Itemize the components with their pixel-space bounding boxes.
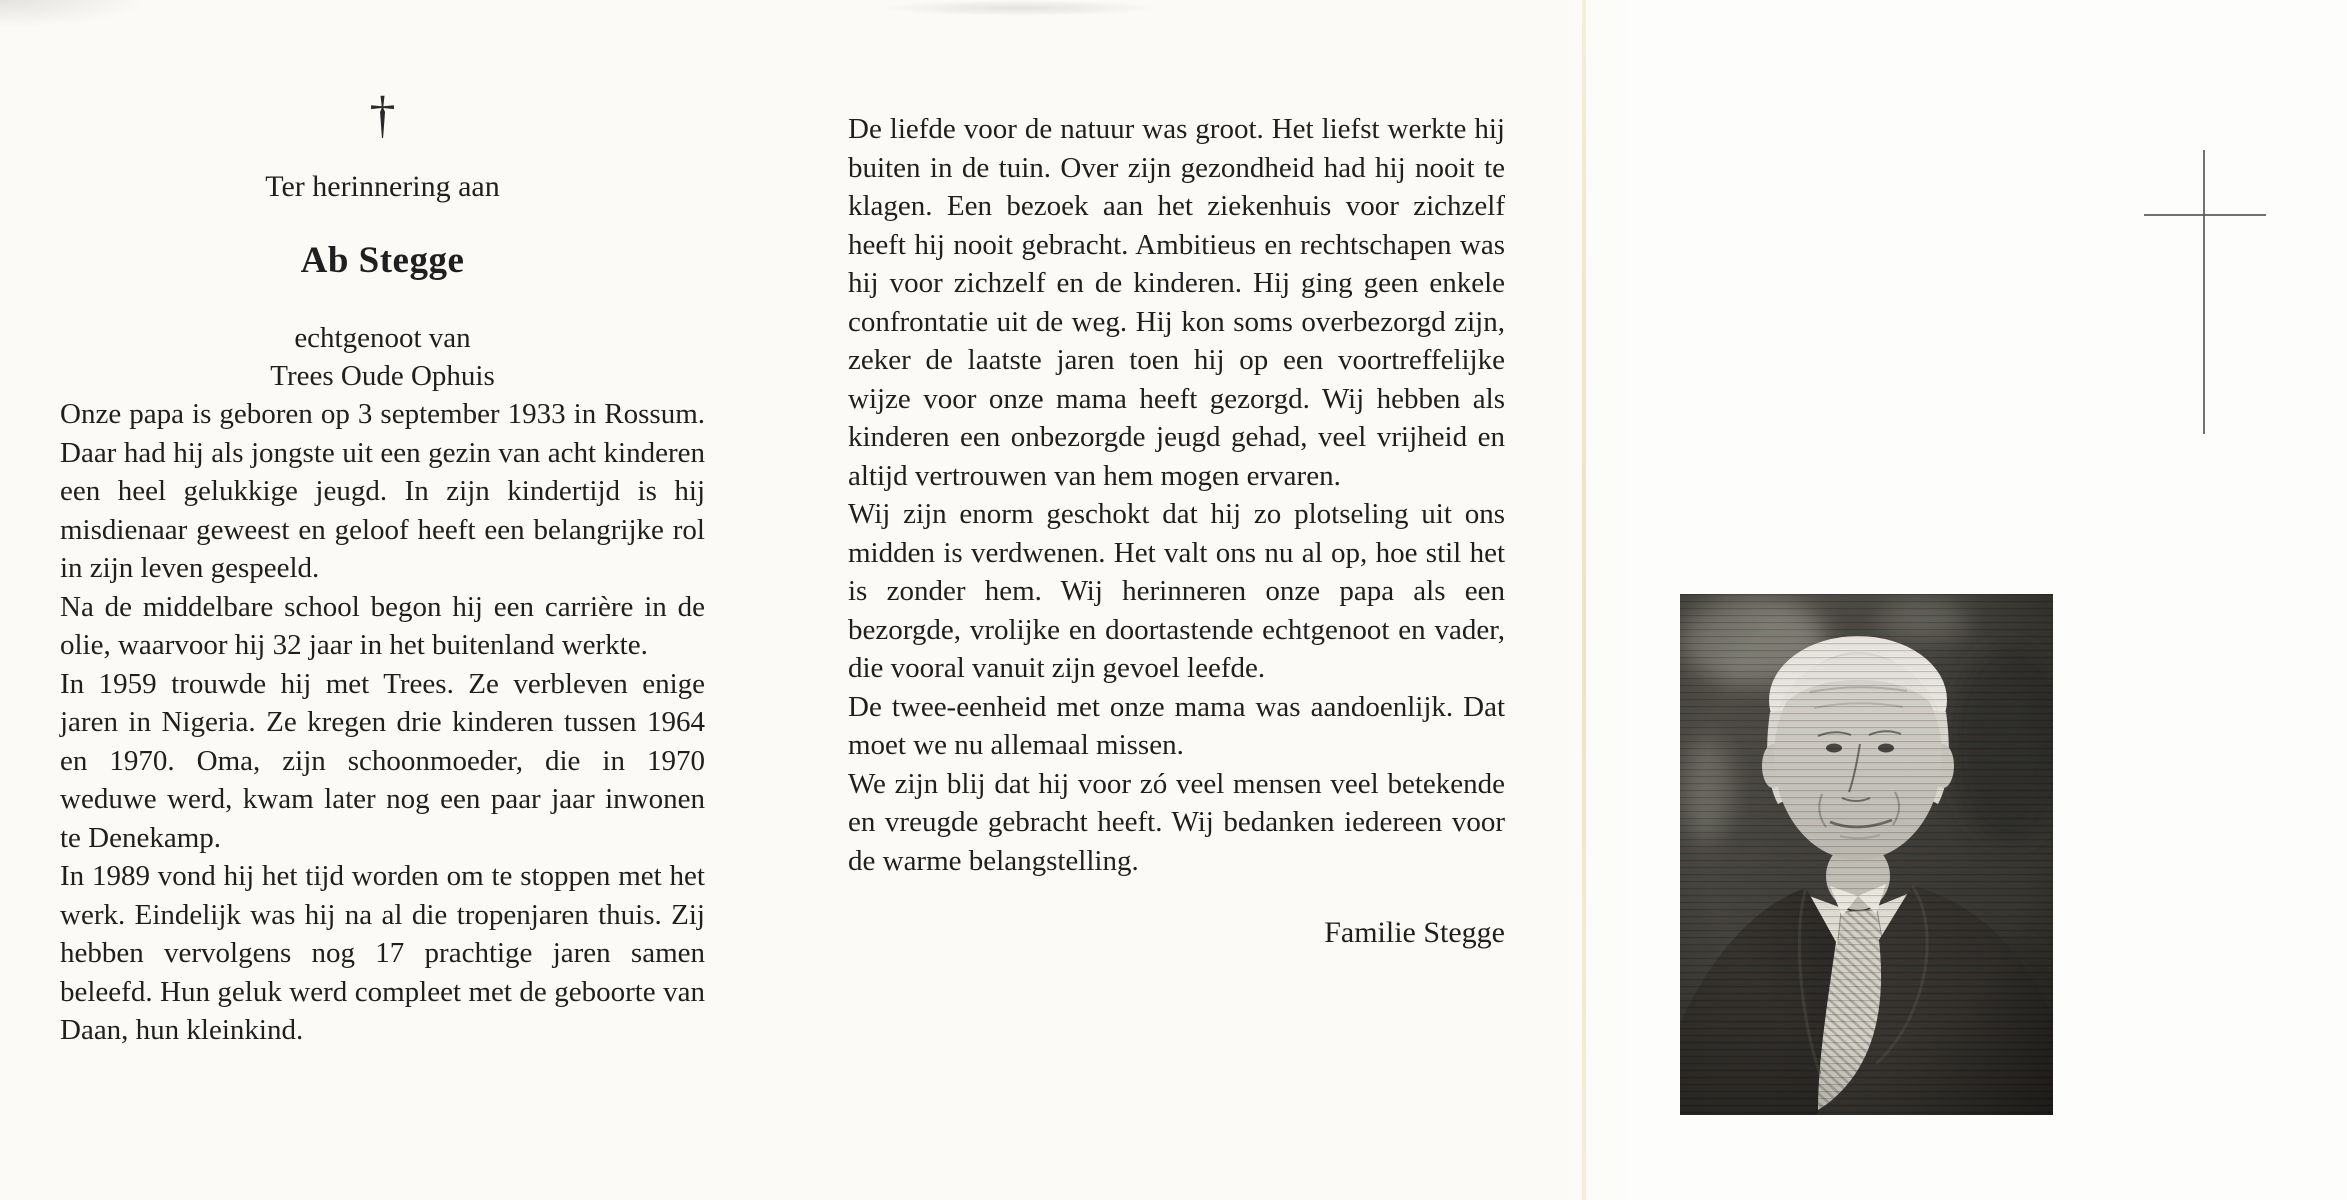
left-page-column bbox=[60, 88, 705, 1050]
biography-paragraph: Onze papa is geboren op 3 september 1933 in Rossum. Daar had hij als jongste uit een gezin van acht kinderen een heel gelukkige jeugd. In zijn kindertijd is hij misdienaar geweest en geloof heeft een belangrijke rol in zijn leven gespeeld. bbox=[60, 398, 705, 584]
portrait-photo bbox=[1680, 594, 2053, 1115]
memorial-paragraph: Wij zijn enorm geschokt dat hij zo plotseling uit ons midden is verdwenen. Het valt ons nu al op, hoe stil het is zonder hem. Wij herinneren onze papa als een bezorgde, vrolijke en doortastende echtgenoot en vader, die vooral vanuit zijn gevoel leefde. bbox=[848, 498, 1505, 684]
spouse-name: Trees Oude Ophuis bbox=[270, 360, 495, 392]
middle-page-column bbox=[848, 110, 1505, 952]
intro-line: Ter herinnering aan bbox=[265, 170, 500, 203]
scan-smudge bbox=[880, 0, 1160, 16]
relation-line: echtgenoot van bbox=[294, 322, 471, 354]
thin-cross-horizontal-line bbox=[2144, 214, 2266, 216]
vignette-overlay bbox=[1680, 594, 2053, 1115]
scan-smudge bbox=[0, 0, 140, 26]
thin-cross-vertical-line bbox=[2203, 150, 2205, 434]
memorial-paragraph: De liefde voor de natuur was groot. Het liefst werkte hij buiten in de tuin. Over zijn gezondheid had hij nooit te klagen. Een bezoek aan het ziekenhuis voor zichzelf heeft hij nooit gebracht. Ambitieus en rechtschapen was hij voor zichzelf en de kinderen. Hij ging geen enkele confrontatie uit de weg. Hij kon soms overbezorgd zijn, zeker de laatste jaren toen hij op een voortreffelijke wijze voor onze mama heeft gezorgd. Wij hebben als kinderen een onbezorgde jeugd gehad, veel vrijheid en altijd vertrouwen van hem mogen ervaren. bbox=[848, 113, 1505, 492]
portrait-photo-graphic bbox=[1680, 594, 2053, 1115]
dagger-cross-icon: † bbox=[369, 87, 396, 144]
biography-paragraph: In 1959 trouwde hij met Trees. Ze verbleven enige jaren in Nigeria. Ze kregen drie kinderen tussen 1964 en 1970. Oma, zijn schoonmoeder, die in 1970 weduwe werd, kwam later nog een paar jaar inwonen te Denekamp. bbox=[60, 667, 705, 854]
thin-cross-icon bbox=[2140, 148, 2270, 438]
biography-paragraph: In 1989 vond hij het tijd worden om te stoppen met het werk. Eindelijk was hij na al die tropenjaren thuis. Zij hebben vervolgens nog 17 prachtige jaren samen beleefd. Hun geluk werd compleet met de geboorte van Daan, hun kleinkind. bbox=[60, 860, 705, 1046]
deceased-name: Ab Stegge bbox=[300, 240, 465, 281]
biography-paragraph: Na de middelbare school begon hij een carrière in de olie, waarvoor hij 32 jaar in het buitenland werkte. bbox=[60, 590, 705, 661]
family-signature: Familie Stegge bbox=[1324, 916, 1505, 949]
memorial-paragraph: De twee-eenheid met onze mama was aandoenlijk. Dat moet we nu allemaal missen. bbox=[848, 690, 1505, 761]
page-fold-line bbox=[1582, 0, 1586, 1200]
memorial-paragraph: We zijn blij dat hij voor zó veel mensen veel betekende en vreugde gebracht heeft. Wij bedanken iedereen voor de warme belangstelling. bbox=[848, 767, 1505, 877]
